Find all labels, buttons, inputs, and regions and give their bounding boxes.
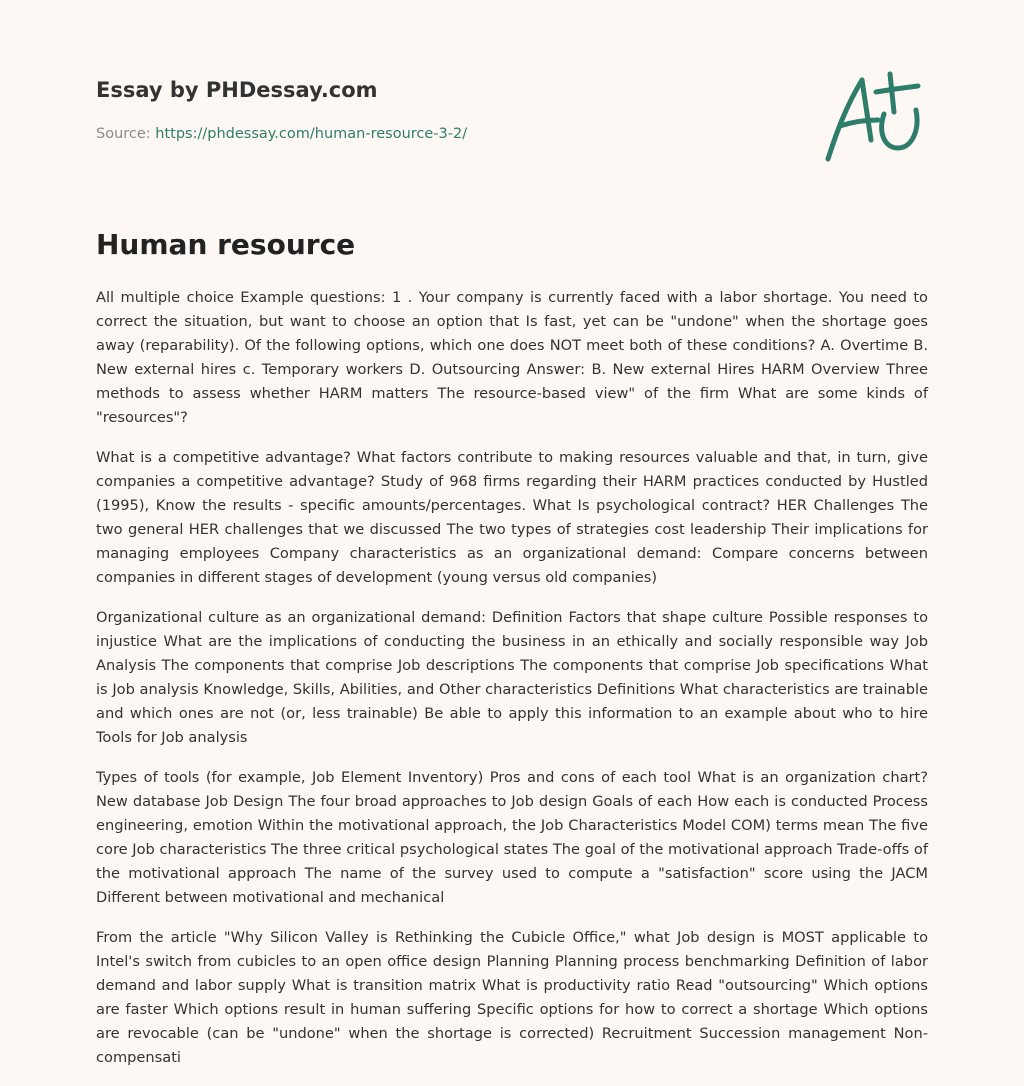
a-plus-logo-icon bbox=[822, 66, 932, 166]
paragraph: What is a competitive advantage? What factors contribute to making resources valuable and that, in turn, give companies a competitive advantage? Study of 968 firms regarding their HARM practices conducted by Hustled (1995), Know the results - specific amounts/percentages. What Is psychological contract? HER Challenges The two general HER challenges that we discussed The two types of strategies cost leadership Their implications for managing employees Company characteristics as an organizational demand: Compare concerns between companies in different stages of development (young versus old companies) bbox=[96, 449, 928, 586]
page-header bbox=[96, 76, 696, 144]
source-link[interactable]: https://phdessay.com/human-resource-3-2/ bbox=[155, 126, 468, 142]
article-title: Human resource bbox=[96, 228, 356, 261]
paragraph: Types of tools (for example, Job Element Inventory) Pros and cons of each tool What is an organization chart? New database Job Design The four broad approaches to Job design Goals of each How each is conducted Process engineering, emotion Within the motivational approach, the Job Characteristics Model COM) terms mean The five core Job characteristics The three critical psychological states The goal of the motivational approach Trade-offs of the motivational approach The name of the survey used to compute a "satisfaction" score using the JACM Different between motivational and mechanical bbox=[96, 769, 928, 906]
source-line bbox=[96, 124, 696, 144]
paragraph: Organizational culture as an organizational demand: Definition Factors that shape culture Possible responses to injustice What are the implications of conducting the business in an ethically and socially responsible way Job Analysis The components that comprise Job descriptions The components that comprise Job specifications What is Job analysis Knowledge, Skills, Abilities, and Other characteristics Definitions What characteristics are trainable and which ones are not (or, less trainable) Be able to apply this information to an example about who to hire Tools for Job analysis bbox=[96, 609, 928, 746]
article-body bbox=[96, 286, 928, 1086]
source-label: Source: bbox=[96, 126, 156, 142]
paragraph: From the article "Why Silicon Valley is Rethinking the Cubicle Office," what Job design is MOST applicable to Intel's switch from cubicles to an open office design Planning Planning process benchmarking Definition of labor demand and labor supply What is transition matrix What is productivity ratio Read "outsourcing" Which options are faster Which options result in human suffering Specific options for how to correct a shortage Which options are revocable (can be "undone" when the shortage is corrected) Recruitment Succession management Non-compensati bbox=[96, 929, 928, 1066]
paragraph: All multiple choice Example questions: 1 . Your company is currently faced with a labor shortage. You need to correct the situation, but want to choose an option that Is fast, yet can be "undone" when the shortage goes away (reparability). Of the following options, which one does NOT meet both of these conditions? A. Overtime B. New external hires c. Temporary workers D. Outsourcing Answer: B. New external Hires HARM Overview Three methods to assess whether HARM matters The resource-based view" of the firm What are some kinds of "resources"? bbox=[96, 289, 928, 426]
brand-title: Essay by PHDessay.com bbox=[96, 78, 378, 102]
